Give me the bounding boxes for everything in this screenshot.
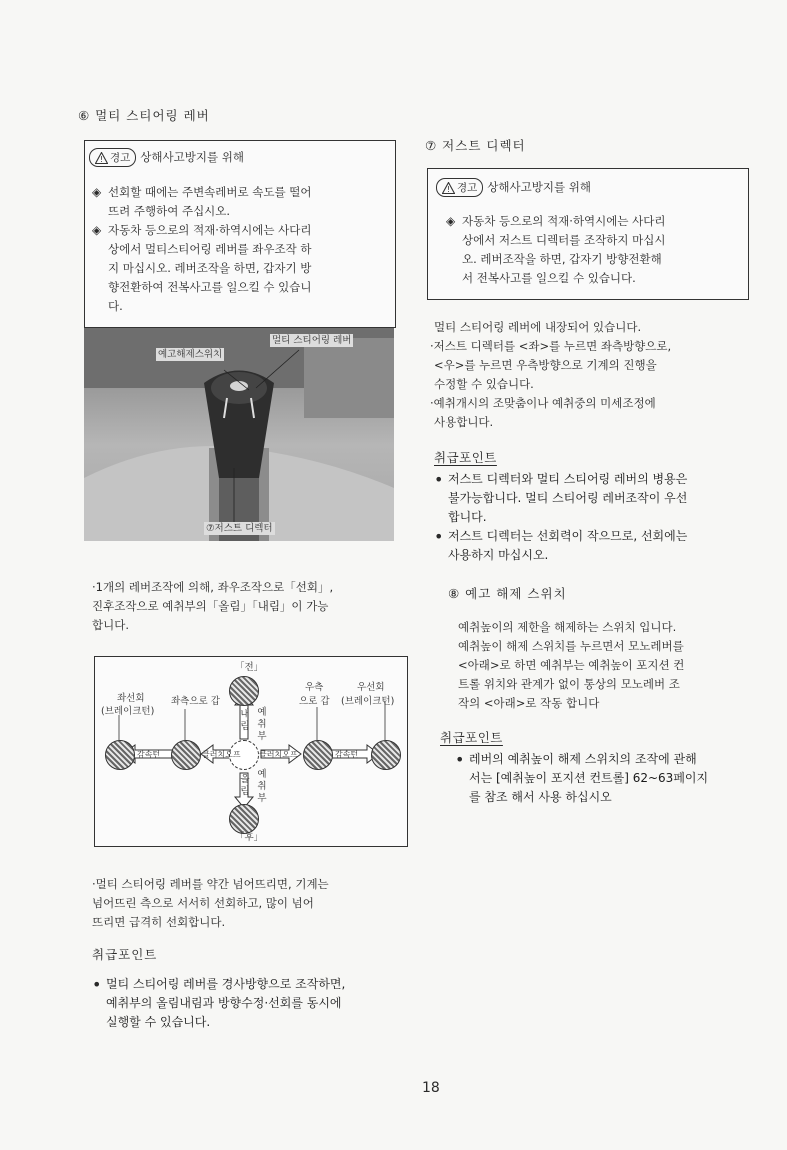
section-7-title: ⑦ 저스트 디렉터: [425, 138, 526, 153]
lever-operation-paragraph: ·1개의 레버조작에 의해, 좌우조작으로「선회」, 진후조작으로 예취부의「올림」「내림」이 가능 합니다.: [92, 580, 334, 632]
handling-point-title-right-1: 취급포인트: [434, 450, 497, 465]
mower-top-label: 예취부: [257, 707, 267, 742]
handling-point-item: • 멀티 스티어링 레버를 경사방향으로 조작하면, 예취부의 올림내림과 방향수정·선회를 동시에 실행할 수 있습니다.: [92, 975, 346, 1029]
handling-point-item: • 저스트 디렉터와 멀티 스티어링 레버의 병용은 불가능합니다. 멀티 스티어링 레버조작이 우선 합니다.: [434, 470, 688, 524]
just-director-paragraph: 멀티 스티어링 레버에 내장되어 있습니다. ·저스트 디렉터를 <좌>를 누르면 좌측방향으로, <우>를 누르면 우측방향으로 기계의 진행을 수정할 수 있습니다. ·예취개시의 조맞춤이나 예취중의 미세조정에 사용합니다.: [430, 320, 672, 429]
right-move-sublabel: 으로 갑: [299, 696, 330, 707]
front-position-marker: [229, 676, 259, 706]
left-move-marker: [171, 740, 201, 770]
warning-triangle-icon: [442, 182, 455, 194]
warning-item: ◈ 자동차 등으로의 적재·하역시에는 사다리 상에서 멀티스티어링 레버를 좌우조작 하 지 마십시오. 레버조작을 하면, 갑자기 방 향전환하여 전복사고를 일으킬 수 있습니 다.: [92, 223, 312, 313]
section-8-title: ⑧ 예고 해제 스위치: [448, 586, 567, 601]
diamond-bullet-icon: ◈: [92, 223, 102, 237]
right-turn-label: 우선회: [357, 682, 385, 693]
back-label: 「후」: [235, 832, 264, 843]
warning-item: ◈ 자동차 등으로의 적재·하역시에는 사다리 상에서 저스트 디렉터를 조작하지 마십시 오. 레버조작을 하면, 갑자기 방향전환해 서 전복사고를 일으킬 수 있습니다.: [446, 214, 666, 285]
brake-turn-left-label: 감속턴: [137, 750, 161, 759]
page-number: 18: [422, 1080, 440, 1096]
mower-bottom-label: 예취부: [257, 769, 267, 804]
left-turn-label: 좌선회: [117, 693, 145, 704]
warning-item: ◈ 선회할 때에는 주변속레버로 속도를 떨어 뜨려 주행하여 주십시오.: [92, 185, 312, 218]
lever-photo: [84, 328, 394, 541]
warning-badge: ! 경고: [89, 148, 136, 167]
handling-point-list-right-2: [455, 750, 708, 807]
warning-title: 상해사고방지를 위해: [487, 180, 591, 194]
release-switch-label: 예고해제스위치: [158, 349, 223, 360]
warning-title: 상해사고방지를 위해: [140, 150, 244, 164]
diamond-bullet-icon: ◈: [446, 214, 456, 228]
left-move-label: 좌측으로 갑: [171, 696, 220, 707]
bullet-icon: •: [434, 527, 444, 546]
svg-text:!: !: [99, 154, 104, 164]
handling-point-title-left: 취급포인트: [92, 947, 158, 962]
right-move-label: 우측: [305, 682, 324, 693]
warning-box-right: [427, 168, 749, 300]
up-label: 올림: [240, 774, 250, 797]
handling-point-title-right-2: 취급포인트: [440, 730, 503, 745]
down-label: 내림: [240, 709, 250, 732]
right-turn-sublabel: (브레이크턴): [341, 696, 395, 707]
lever-illustration: [84, 328, 394, 541]
bullet-icon: •: [92, 975, 102, 994]
left-turn-marker: [105, 740, 135, 770]
section-6-title: ⑥ 멀티 스티어링 레버: [78, 108, 210, 123]
clutch-off-right-label: 클러치오프: [259, 750, 298, 759]
bullet-icon: •: [434, 470, 444, 489]
warning-box-left: [84, 140, 396, 328]
right-turn-marker: [371, 740, 401, 770]
warning-badge: ! 경고: [436, 178, 483, 197]
clutch-off-left-label: 클러치오프: [202, 750, 241, 759]
right-move-marker: [303, 740, 333, 770]
tilt-paragraph: ·멀티 스티어링 레버를 약간 넘어뜨리면, 기계는 넘어뜨린 측으로 서서히 선회하고, 많이 넘어 뜨리면 급격히 선회합니다.: [92, 877, 329, 929]
release-switch-paragraph: 예취높이의 제한을 해제하는 스위치 입니다. 예취높이 해제 스위치를 누르면서 모노레버를 <아래>로 하면 예취부는 예취높이 포지션 컨 트롤 위치와 관계가 없이 통상의 모노레버 조 작의 <아래>로 작동 합니다: [458, 620, 685, 710]
handling-point-list-right-1: [434, 470, 687, 565]
diamond-bullet-icon: ◈: [92, 185, 102, 199]
bullet-icon: •: [455, 750, 465, 769]
just-director-label: ⑦저스트 디렉터: [206, 523, 273, 534]
handling-point-item: • 레버의 예취높이 해제 스위치의 조작에 관해 서는 [예취높이 포지션 컨트롤] 62~63페이지 를 참조 해서 사용 하십시오: [455, 750, 709, 804]
front-label: 「전」: [235, 662, 264, 673]
left-turn-sublabel: (브레이크턴): [101, 706, 155, 717]
svg-text:!: !: [446, 184, 451, 194]
brake-turn-right-label: 감속턴: [335, 750, 359, 759]
lever-direction-diagram: [94, 656, 408, 847]
back-position-marker: [229, 804, 259, 834]
warning-triangle-icon: [95, 152, 108, 164]
handling-point-list-left: [92, 975, 345, 1032]
handling-point-item: • 저스트 디렉터는 선회력이 작으므로, 선회에는 사용하지 마십시오.: [434, 527, 688, 562]
multi-lever-label: 멀티 스티어링 레버: [272, 335, 352, 346]
